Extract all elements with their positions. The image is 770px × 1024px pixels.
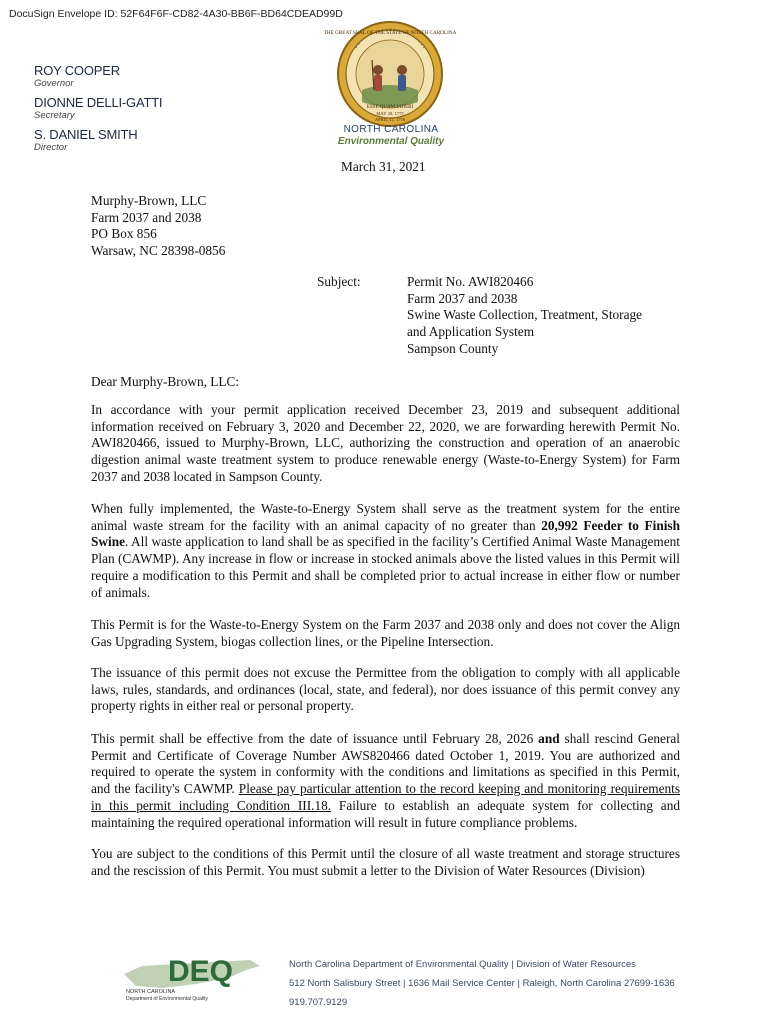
officials-block bbox=[34, 64, 162, 160]
p2-text-a: When fully implemented, the Waste-to-Energy System shall serve as the treatment system for the entire animal waste stream for the facility with an animal capacity of no greater than bbox=[91, 501, 680, 533]
seal-motto: ESSE QUAM VIDERI bbox=[366, 105, 414, 110]
seal-date: MAY 20, 1775 bbox=[376, 111, 404, 116]
official-role: Secretary bbox=[34, 110, 75, 121]
official-role: Director bbox=[34, 142, 68, 153]
state-seal-icon bbox=[323, 20, 457, 128]
subject-label: Subject: bbox=[317, 274, 361, 289]
record-keeping-notice: Please pay particular attention to the record keeping and monitoring requirements in this permit including Condition III.18. bbox=[91, 781, 680, 813]
paragraph-5 bbox=[91, 731, 680, 831]
subject-line: Swine Waste Collection, Treatment, Storage bbox=[407, 307, 643, 323]
address-line: Warsaw, NC 28398-0856 bbox=[91, 243, 226, 259]
address-line: PO Box 856 bbox=[91, 226, 157, 242]
footer-contact bbox=[289, 955, 675, 1012]
deq-logo-icon bbox=[118, 948, 268, 1004]
subject-line: and Application System bbox=[407, 324, 535, 340]
paragraph-6: You are subject to the conditions of this Permit until the closure of all waste treatment and storage structures and the rescission of this Permit. You must submit a letter to the Division of Water Resources (Division) bbox=[91, 846, 680, 878]
animal-capacity: 20,992 Feeder to Finish Swine bbox=[91, 517, 680, 550]
p5-text-e: Failure to establish an adequate system for collecting and maintaining the required operational information will result in future compliance problems. bbox=[91, 797, 680, 830]
address-line: Farm 2037 and 2038 bbox=[91, 209, 202, 225]
seal-top-text: THE GREAT SEAL OF THE STATE OF NORTH CAROLINA bbox=[323, 30, 457, 36]
official-secretary bbox=[34, 96, 162, 121]
salutation: Dear Murphy-Brown, LLC: bbox=[91, 374, 240, 389]
footer-phone: 919.707.9129 bbox=[289, 997, 348, 1008]
official-name: DIONNE DELLI-GATTI bbox=[34, 95, 163, 110]
address-line: Murphy-Brown, LLC bbox=[91, 193, 207, 208]
official-governor bbox=[34, 64, 162, 89]
subject-line: Permit No. AWI820466 bbox=[407, 274, 534, 289]
recipient-address bbox=[91, 193, 225, 260]
subject-block bbox=[407, 274, 642, 358]
agency-label bbox=[330, 124, 452, 148]
deq-logo-text: DEQ bbox=[168, 955, 234, 988]
paragraph-2 bbox=[91, 501, 680, 601]
paragraph-1: In accordance with your permit application received December 23, 2019 and subsequent additional information received on February 3, 2020 and December 22, 2020, we are forwarding herewith Permit No. AWI820466, issued to Murphy-Brown, LLC, authorizing the construction and operation of an anaerobic digestion animal waste treatment system to produce renewable energy (Waste-to-Energy System) for Farm 2037 and 2038 located in Sampson County. bbox=[91, 402, 680, 484]
p5-text-a: This permit shall be effective from the date of issuance until February 28, 2026 bbox=[91, 731, 539, 746]
docusign-envelope-id: DocuSign Envelope ID: 52F64F6F-CD82-4A30-BB6F-BD64CDEAD99D bbox=[9, 8, 343, 20]
deq-logo-sub1: NORTH CAROLINA bbox=[126, 989, 176, 995]
paragraph-4: The issuance of this permit does not excuse the Permittee from the obligation to comply with all applicable laws, rules, standards, and ordinances (local, state, and federal), nor does issuance of this permit convey any property rights in either real or personal property. bbox=[91, 665, 680, 714]
agency-line1: NORTH CAROLINA bbox=[343, 124, 439, 135]
p2-text-c: . All waste application to land shall be as specified in the facility’s Certified Animal Waste Management Plan (CAWMP). Any increase in flow or increase in stocked animals above the listed values in this Permit will require a modification to this Permit and shall be completed prior to actual increase in either flow or number of animals. bbox=[91, 534, 680, 600]
letter-date: March 31, 2021 bbox=[341, 159, 426, 174]
official-role: Governor bbox=[34, 78, 74, 89]
official-name: S. DANIEL SMITH bbox=[34, 127, 138, 142]
subject-line: Farm 2037 and 2038 bbox=[407, 290, 518, 306]
subject-line: Sampson County bbox=[407, 340, 499, 356]
official-director bbox=[34, 128, 162, 153]
footer-line-2: 512 North Salisbury Street | 1636 Mail Service Center | Raleigh, North Carolina 27699-1636 bbox=[289, 978, 675, 989]
p5-text-c: shall rescind General Permit and Certificate of Coverage Number AWS820466 dated October 1, 2019. You are authorized and required to operate the system in conformity with the conditions and limitations as specified in this Permit, and the facility's CAWMP. bbox=[91, 731, 680, 797]
p5-bold-and: and bbox=[538, 731, 560, 746]
footer-line-1: North Carolina Department of Environmental Quality | Division of Water Resources bbox=[289, 959, 636, 970]
seal-date-2: APRIL 12, 1776 bbox=[374, 117, 406, 122]
official-name: ROY COOPER bbox=[34, 63, 120, 78]
agency-line2: Environmental Quality bbox=[337, 136, 445, 147]
paragraph-3: This Permit is for the Waste-to-Energy System on the Farm 2037 and 2038 only and does not cover the Align Gas Upgrading System, biogas collection lines, or the Pipeline Intersection. bbox=[91, 617, 680, 649]
deq-logo-sub2: Department of Environmental Quality bbox=[126, 996, 208, 1002]
